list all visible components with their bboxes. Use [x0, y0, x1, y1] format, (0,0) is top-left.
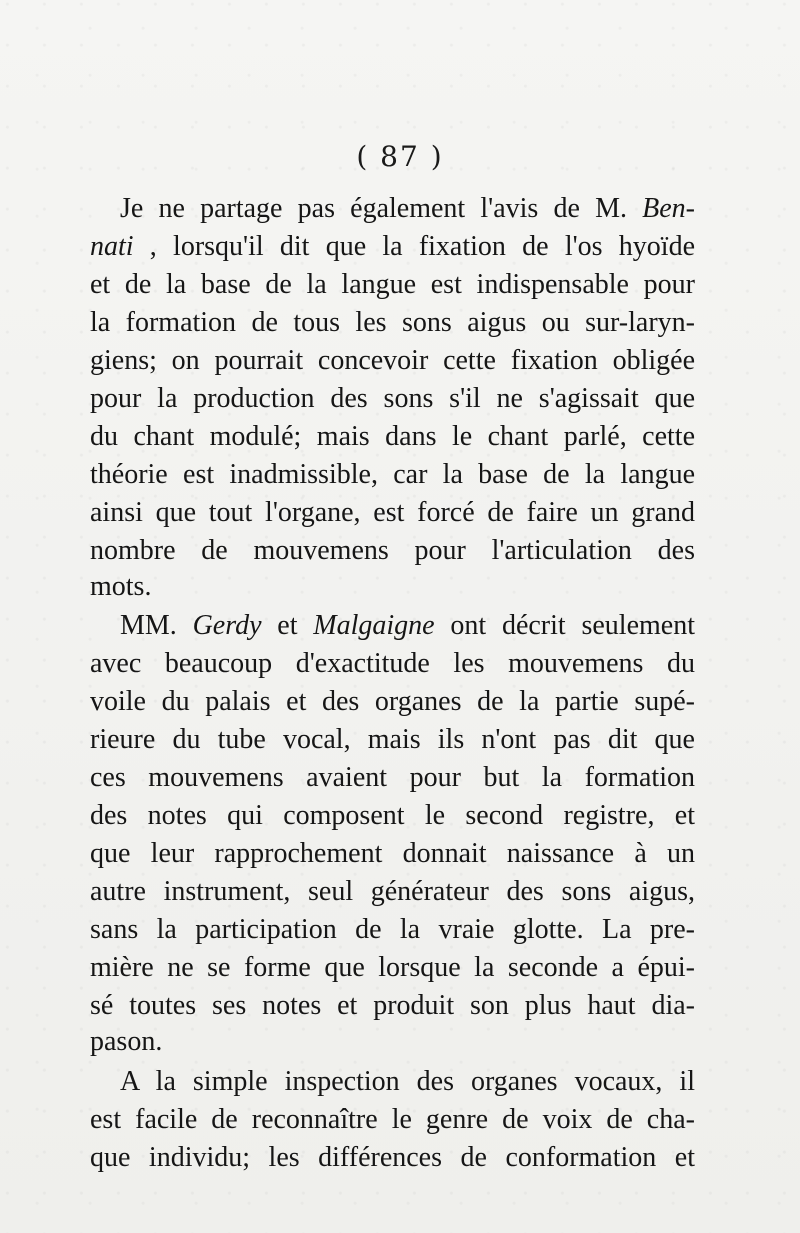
- text-line: Je ne partage pas également l'avis de M. Ben-: [120, 193, 695, 224]
- text-line: rieure du tube vocal, mais ils n'ont pas dit que: [90, 724, 695, 755]
- text-line: et de la base de la langue est indispensable pour: [90, 269, 695, 300]
- text-line: des notes qui composent le second registre, et: [90, 800, 695, 831]
- text-line: avec beaucoup d'exactitude les mouvemens du: [90, 648, 695, 679]
- text-line: nati , lorsqu'il dit que la fixation de l'os hyoïde: [90, 231, 695, 262]
- text-line: voile du palais et des organes de la partie supé-: [90, 686, 695, 717]
- text-line: pason.: [90, 1026, 163, 1057]
- text-line: MM. Gerdy et Malgaigne ont décrit seulement: [120, 610, 695, 641]
- text-line: mière ne se forme que lorsque la seconde a épui-: [90, 952, 695, 983]
- text-line: que individu; les différences de conformation et: [90, 1142, 695, 1173]
- text-line: A la simple inspection des organes vocaux, il: [120, 1066, 695, 1097]
- text-line: autre instrument, seul générateur des sons aigus,: [90, 876, 695, 907]
- text-line: ces mouvemens avaient pour but la formation: [90, 762, 695, 793]
- text-line: la formation de tous les sons aigus ou sur-laryn-: [90, 307, 695, 338]
- text-line: que leur rapprochement donnait naissance à un: [90, 838, 695, 869]
- text-line: du chant modulé; mais dans le chant parlé, cette: [90, 421, 695, 452]
- text-line: sans la participation de la vraie glotte. La pre-: [90, 914, 695, 945]
- text-line: sé toutes ses notes et produit son plus haut dia-: [90, 990, 695, 1021]
- text-line: pour la production des sons s'il ne s'agissait que: [90, 383, 695, 414]
- text-line: giens; on pourrait concevoir cette fixation obligée: [90, 345, 695, 376]
- text-line: nombre de mouvemens pour l'articulation des: [90, 535, 695, 566]
- page-number: ( 87 ): [356, 140, 444, 173]
- text-line: mots.: [90, 571, 152, 602]
- text-line: théorie est inadmissible, car la base de la langue: [90, 459, 695, 490]
- text-line: ainsi que tout l'organe, est forcé de faire un grand: [90, 497, 695, 528]
- text-line: est facile de reconnaître le genre de voix de cha-: [90, 1104, 695, 1135]
